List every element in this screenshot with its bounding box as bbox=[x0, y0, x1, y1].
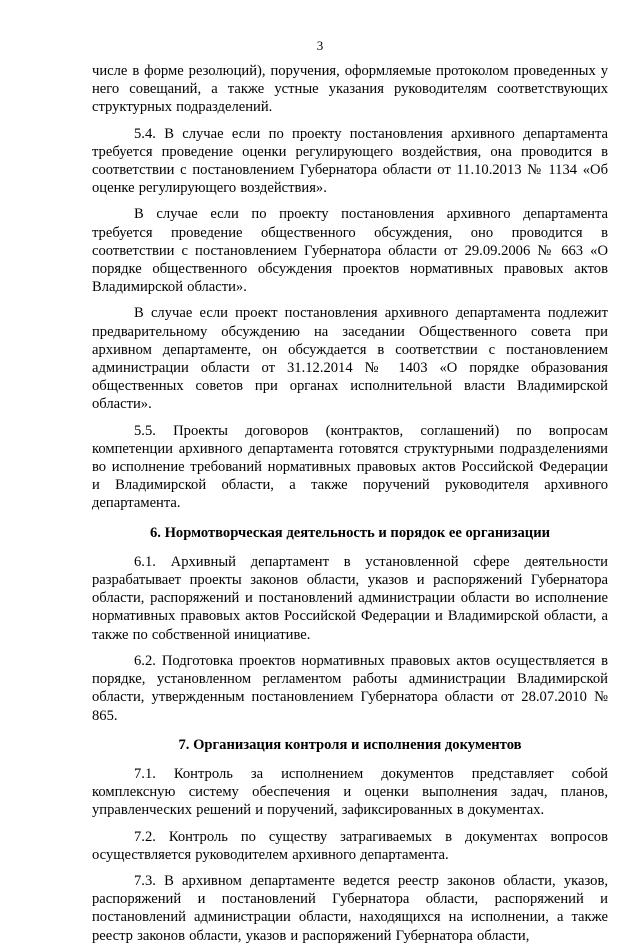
paragraph-7-3: 7.3. В архивном департаменте ведется реестр законов области, указов, распоряжений и постановлений Губернатора области, распоряжений и постановлений администрации области, находящихся на исполнении, а также реестр законов области, указов и распоряжений Губернатора области, bbox=[92, 872, 608, 944]
document-body bbox=[92, 62, 608, 945]
paragraph-public-council: В случае если проект постановления архивного департамента подлежит предварительному обсуждению на заседании Общественного совета при архивном департаменте, он обсуждается в соответствии с постановлением администрации области от 31.12.2014 № 1403 «О порядке образования общественных советов при органах исполнительной власти Владимирской области». bbox=[92, 305, 608, 413]
page-number: 3 bbox=[316, 38, 324, 53]
paragraph-public-discussion: В случае если по проекту постановления архивного департамента требуется проведение общественного обсуждения, оно проводится в соответствии с постановлением Губернатора области от 29.09.2006 № 663 «О порядке общественного обсуждения проектов нормативных правовых актов Владимирской области». bbox=[92, 206, 608, 296]
section-heading-6: 6. Нормотворческая деятельность и порядок ее организации bbox=[149, 524, 551, 541]
paragraph-6-2: 6.2. Подготовка проектов нормативных правовых актов осуществляется в порядке, установленном регламентом работы администрации Владимирской области, утвержденным постановлением Губернатора области от 28.07.2010 № 865. bbox=[92, 652, 608, 724]
paragraph-5-5: 5.5. Проекты договоров (контрактов, соглашений) по вопросам компетенции архивного департамента готовятся структурными подразделениями во исполнение требований нормативных правовых актов Российской Федерации и Владимирской области, а также поручений руководителя архивного департамента. bbox=[92, 422, 608, 512]
section-heading-7: 7. Организация контроля и исполнения документов bbox=[178, 736, 522, 753]
paragraph-7-1: 7.1. Контроль за исполнением документов представляет собой комплексную систему обеспечения и оценки выполнения задач, планов, управленческих решений и поручений, зафиксированных в документах. bbox=[92, 765, 608, 819]
paragraph-6-1: 6.1. Архивный департамент в установленной сфере деятельности разрабатывает проекты законов области, указов и распоряжений Губернатора области, распоряжений и постановлений администрации области во исполнение нормативных правовых актов Российской Федерации и Владимирской области, а также по собственной инициативе. bbox=[92, 553, 608, 643]
paragraph-5-4: 5.4. В случае если по проекту постановления архивного департамента требуется проведение оценки регулирующего воздействия, она проводится в соответствии с постановлением Губернатора области от 11.10.2013 № 1134 «Об оценке регулирующего воздействия». bbox=[92, 125, 608, 197]
paragraph-continuation: числе в форме резолюций), поручения, оформляемые протоколом проведенных у него совещаний, а также устные указания руководителям соответствующих структурных подразделений. bbox=[92, 63, 608, 116]
paragraph-7-2: 7.2. Контроль по существу затрагиваемых в документах вопросов осуществляется руководителем архивного департамента. bbox=[92, 828, 608, 863]
